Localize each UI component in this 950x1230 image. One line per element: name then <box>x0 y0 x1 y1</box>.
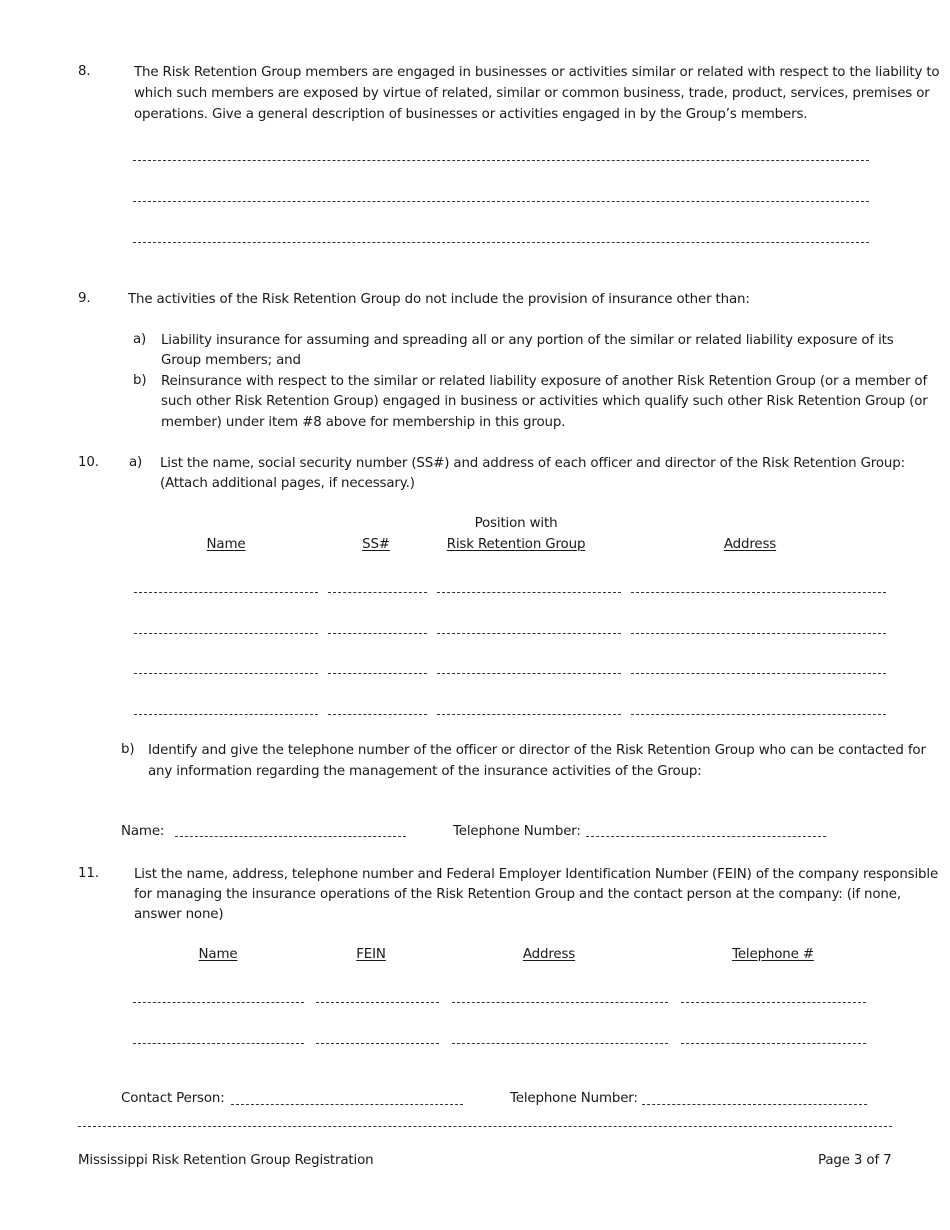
contact-person-phone-field[interactable] <box>642 1104 867 1105</box>
footer-title: Mississippi Risk Retention Group Registration <box>78 1153 374 1168</box>
officer-address-field[interactable] <box>631 673 886 674</box>
company-address-field[interactable] <box>452 1002 668 1003</box>
officer-table-header-address: Address <box>723 537 777 552</box>
footer-divider <box>78 1126 892 1127</box>
contact-person-phone-label: Telephone Number: <box>510 1091 638 1106</box>
item-8-answer-line[interactable] <box>133 242 869 243</box>
officer-position-field[interactable] <box>437 673 621 674</box>
company-name-field[interactable] <box>133 1002 304 1003</box>
item-10-a-line-1: List the name, social security number (SS#) and address of each officer and director of the Risk Retention Group: <box>160 456 905 471</box>
officer-table-header-ss: SS# <box>362 537 390 552</box>
company-table-header-fein: FEIN <box>356 947 386 962</box>
item-10-a-line-2: (Attach additional pages, if necessary.) <box>160 476 415 491</box>
company-fein-field[interactable] <box>316 1002 439 1003</box>
item-10-b-line-2: any information regarding the management of the insurance activities of the Group: <box>148 764 702 779</box>
officer-ss-field[interactable] <box>328 592 427 593</box>
officer-ss-field[interactable] <box>328 673 427 674</box>
item-10-b-line-1: Identify and give the telephone number of the officer or director of the Risk Retention Group who can be contacted for <box>148 743 926 758</box>
item-9-number: 9. <box>78 291 91 306</box>
company-fein-field[interactable] <box>316 1043 439 1044</box>
officer-name-field[interactable] <box>134 633 318 634</box>
item-10-number: 10. <box>78 455 99 470</box>
item-8-text-line-1: The Risk Retention Group members are engaged in businesses or activities similar or related with respect to the liability to <box>134 65 940 80</box>
officer-name-field[interactable] <box>134 673 318 674</box>
officer-address-field[interactable] <box>631 714 886 715</box>
item-11-text-line-2: for managing the insurance operations of the Risk Retention Group and the contact person at the company: (if none, <box>134 887 901 902</box>
item-9-b-line-3: member) under item #8 above for membership in this group. <box>161 415 566 430</box>
company-table-header-phone: Telephone # <box>732 947 814 962</box>
officer-table-header-position-line-1: Position with <box>474 516 558 531</box>
contact-phone-field[interactable] <box>586 836 826 837</box>
company-phone-field[interactable] <box>681 1002 866 1003</box>
item-8-text-line-3: operations. Give a general description of businesses or activities engaged in by the Group’s members. <box>134 107 808 122</box>
item-11-number: 11. <box>78 866 99 881</box>
contact-person-field[interactable] <box>231 1104 463 1105</box>
item-8-answer-line[interactable] <box>133 201 869 202</box>
company-table-header-name: Name <box>198 947 238 962</box>
officer-position-field[interactable] <box>437 592 621 593</box>
officer-address-field[interactable] <box>631 592 886 593</box>
item-9-b-line-1: Reinsurance with respect to the similar or related liability exposure of another Risk Retention Group (or a member of <box>161 374 928 389</box>
item-10-a-marker: a) <box>129 455 143 470</box>
item-9-b-line-2: such other Risk Retention Group) engaged in business or activities which qualify such other Risk Retention Group (or <box>161 394 928 409</box>
company-address-field[interactable] <box>452 1043 668 1044</box>
company-phone-field[interactable] <box>681 1043 866 1044</box>
company-table-header-address: Address <box>522 947 576 962</box>
item-11-text-line-3: answer none) <box>134 907 224 922</box>
officer-name-field[interactable] <box>134 714 318 715</box>
officer-position-field[interactable] <box>437 633 621 634</box>
item-10-b-marker: b) <box>121 742 135 757</box>
company-name-field[interactable] <box>133 1043 304 1044</box>
item-8-text-line-2: which such members are exposed by virtue of related, similar or common business, trade, product, services, premises or <box>134 86 930 101</box>
item-9-a-line-2: Group members; and <box>161 353 301 368</box>
item-8-answer-line[interactable] <box>133 160 869 161</box>
officer-table-header-position-line-2: Risk Retention Group <box>446 537 586 552</box>
officer-table-header-name: Name <box>206 537 246 552</box>
contact-name-field[interactable] <box>175 836 406 837</box>
item-9-b-marker: b) <box>133 373 147 388</box>
officer-ss-field[interactable] <box>328 633 427 634</box>
item-8-number: 8. <box>78 64 91 79</box>
contact-name-label: Name: <box>121 824 165 839</box>
officer-address-field[interactable] <box>631 633 886 634</box>
footer-page-number: Page 3 of 7 <box>818 1153 892 1168</box>
item-11-text-line-1: List the name, address, telephone number and Federal Employer Identification Number (FEIN) of the company responsible <box>134 867 939 882</box>
contact-phone-label: Telephone Number: <box>453 824 581 839</box>
item-9-intro: The activities of the Risk Retention Group do not include the provision of insurance other than: <box>128 292 750 307</box>
contact-person-label: Contact Person: <box>121 1091 225 1106</box>
officer-position-field[interactable] <box>437 714 621 715</box>
officer-ss-field[interactable] <box>328 714 427 715</box>
item-9-a-marker: a) <box>133 332 147 347</box>
item-9-a-line-1: Liability insurance for assuming and spreading all or any portion of the similar or related liability exposure of its <box>161 333 894 348</box>
officer-name-field[interactable] <box>134 592 318 593</box>
